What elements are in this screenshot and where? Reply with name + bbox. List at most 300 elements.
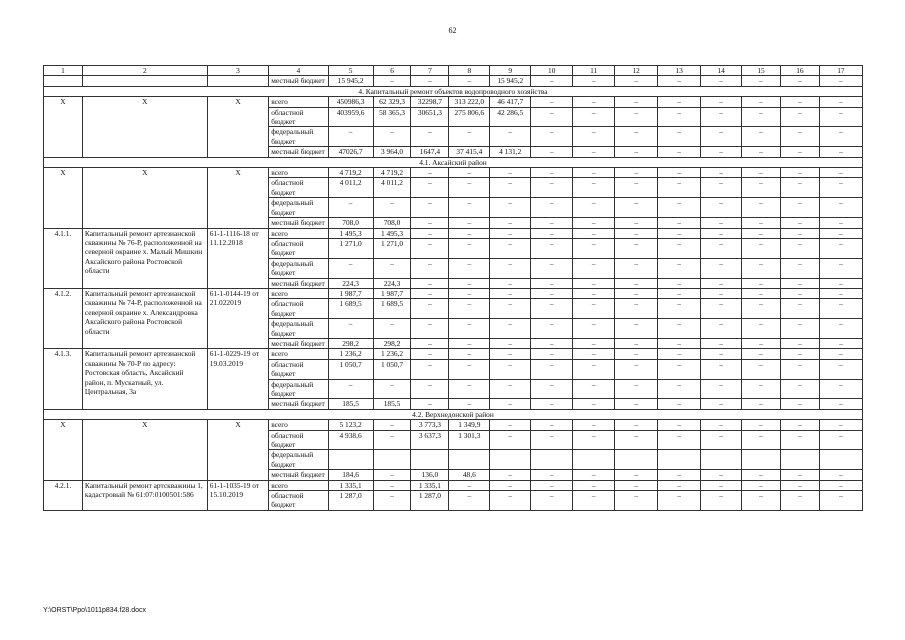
column-number-header: 17 — [819, 66, 862, 76]
amount-cell: – — [490, 379, 531, 399]
amount-cell — [328, 450, 373, 470]
amount-cell: 1 987,7 — [328, 288, 373, 298]
amount-cell: – — [449, 480, 490, 490]
amount-cell: – — [573, 299, 615, 319]
amount-cell: – — [742, 76, 781, 86]
amount-cell: – — [658, 480, 701, 490]
amount-cell: 15 945,2 — [328, 76, 373, 86]
amount-cell: – — [490, 218, 531, 228]
item-name-cell: Капитальный ремонт артезианской скважины № 76-Р, расположенной на северной окраине х. Малый Мишкин Аксайского района Ростовской области — [82, 228, 207, 288]
amount-cell: – — [615, 168, 658, 178]
table-row — [44, 97, 863, 107]
amount-cell: – — [573, 258, 615, 278]
funding-source-cell: областной бюджет — [269, 178, 328, 198]
item-name-cell: Капитальный ремонт артезианской скважины № 74-Р, расположенной на северной окраине х. Александровка Аксайского района Ростовской области — [82, 288, 207, 348]
funding-source-cell: всего — [269, 288, 328, 298]
amount-cell: – — [531, 338, 573, 348]
funding-source-cell: местный бюджет — [269, 278, 328, 288]
amount-cell — [658, 450, 701, 470]
amount-cell: – — [658, 319, 701, 339]
amount-cell: – — [328, 319, 373, 339]
funding-source-cell: федеральный бюджет — [269, 450, 328, 470]
amount-cell: – — [701, 218, 742, 228]
amount-cell: – — [373, 379, 411, 399]
amount-cell: 15 945,2 — [490, 76, 531, 86]
amount-cell: – — [490, 420, 531, 430]
amount-cell: – — [531, 480, 573, 490]
amount-cell: – — [819, 379, 862, 399]
amount-cell: – — [658, 258, 701, 278]
amount-cell: – — [701, 228, 742, 238]
amount-cell: – — [449, 319, 490, 339]
column-number-header: 9 — [490, 66, 531, 76]
amount-cell: 185,5 — [328, 399, 373, 409]
amount-cell: – — [531, 359, 573, 379]
amount-cell: – — [819, 399, 862, 409]
amount-cell: – — [449, 349, 490, 359]
amount-cell: – — [701, 379, 742, 399]
amount-cell: – — [701, 480, 742, 490]
table-header-row — [44, 66, 863, 76]
amount-cell: – — [615, 379, 658, 399]
amount-cell: 184,6 — [328, 470, 373, 480]
amount-cell: – — [531, 491, 573, 511]
amount-cell: – — [615, 491, 658, 511]
amount-cell: – — [658, 178, 701, 198]
funding-source-cell: местный бюджет — [269, 147, 328, 157]
column-number-header: 13 — [658, 66, 701, 76]
amount-cell: – — [742, 168, 781, 178]
amount-cell: – — [490, 338, 531, 348]
amount-cell: – — [531, 228, 573, 238]
column-number-header: 12 — [615, 66, 658, 76]
amount-cell: 1 689,5 — [328, 299, 373, 319]
funding-source-cell: областной бюджет — [269, 107, 328, 127]
amount-cell: 1 287,0 — [328, 491, 373, 511]
amount-cell: – — [411, 399, 449, 409]
amount-cell: – — [819, 299, 862, 319]
amount-cell: – — [449, 218, 490, 228]
amount-cell: – — [615, 147, 658, 157]
funding-source-cell: местный бюджет — [269, 470, 328, 480]
amount-cell: – — [449, 379, 490, 399]
item-name-cell: X — [82, 97, 207, 157]
amount-cell: 1 987,7 — [373, 288, 411, 298]
amount-cell: 48,6 — [449, 470, 490, 480]
amount-cell: – — [819, 359, 862, 379]
amount-cell: – — [373, 491, 411, 511]
amount-cell: 708,0 — [328, 218, 373, 228]
amount-cell: – — [701, 198, 742, 218]
amount-cell: – — [490, 198, 531, 218]
amount-cell: – — [615, 228, 658, 238]
amount-cell: – — [573, 228, 615, 238]
amount-cell: 136,0 — [411, 470, 449, 480]
amount-cell: – — [658, 168, 701, 178]
amount-cell: 1 050,7 — [373, 359, 411, 379]
amount-cell: – — [701, 349, 742, 359]
amount-cell: – — [780, 238, 819, 258]
amount-cell: – — [531, 147, 573, 157]
amount-cell: – — [490, 258, 531, 278]
amount-cell: – — [780, 228, 819, 238]
amount-cell: – — [701, 399, 742, 409]
table-row — [44, 480, 863, 490]
amount-cell: 3 964,0 — [373, 147, 411, 157]
amount-cell: 1 271,0 — [373, 238, 411, 258]
amount-cell: – — [373, 470, 411, 480]
amount-cell: – — [531, 258, 573, 278]
amount-cell: – — [411, 228, 449, 238]
amount-cell: – — [819, 147, 862, 157]
column-number-header: 4 — [269, 66, 328, 76]
amount-cell: – — [328, 198, 373, 218]
amount-cell — [449, 450, 490, 470]
amount-cell: – — [573, 379, 615, 399]
item-name-cell — [82, 76, 207, 86]
amount-cell: – — [531, 278, 573, 288]
amount-cell: 3 637,3 — [411, 430, 449, 450]
amount-cell: 298,2 — [328, 338, 373, 348]
funding-source-cell: всего — [269, 168, 328, 178]
amount-cell: – — [531, 127, 573, 147]
document-cell: 61-1-1116-18 от 11.12.2018 — [207, 228, 268, 288]
amount-cell — [819, 450, 862, 470]
budget-table — [43, 65, 863, 511]
amount-cell: – — [701, 168, 742, 178]
amount-cell: – — [701, 258, 742, 278]
amount-cell: 1 335,1 — [411, 480, 449, 490]
amount-cell: – — [701, 491, 742, 511]
amount-cell: – — [449, 238, 490, 258]
column-number-header: 11 — [573, 66, 615, 76]
item-name-cell: Капитальный ремонт артезианской скважины № 70-Р по адресу: Ростовская область, Аксайский район, п. Мускатный, ул. Центральная, 3а — [82, 349, 207, 409]
amount-cell: – — [490, 238, 531, 258]
amount-cell — [373, 450, 411, 470]
item-number-cell: X — [44, 97, 83, 157]
amount-cell: – — [819, 349, 862, 359]
amount-cell: – — [449, 491, 490, 511]
item-number-cell — [44, 76, 83, 86]
amount-cell: – — [701, 338, 742, 348]
amount-cell: – — [490, 480, 531, 490]
amount-cell: – — [819, 168, 862, 178]
item-name-cell: X — [82, 420, 207, 480]
item-number-cell: 4.1.2. — [44, 288, 83, 348]
amount-cell: – — [449, 278, 490, 288]
amount-cell: – — [780, 491, 819, 511]
amount-cell: – — [819, 319, 862, 339]
amount-cell: – — [615, 107, 658, 127]
amount-cell: 1 689,5 — [373, 299, 411, 319]
amount-cell — [573, 450, 615, 470]
document-cell: 61-1-0229-19 от 19.03.2019 — [207, 349, 268, 409]
amount-cell: – — [411, 127, 449, 147]
column-number-header: 7 — [411, 66, 449, 76]
amount-cell: – — [615, 299, 658, 319]
amount-cell: – — [328, 127, 373, 147]
amount-cell: – — [573, 278, 615, 288]
amount-cell — [490, 450, 531, 470]
document-cell: X — [207, 97, 268, 157]
column-number-header: 2 — [82, 66, 207, 76]
column-number-header: 15 — [742, 66, 781, 76]
amount-cell: – — [658, 491, 701, 511]
amount-cell: 42 286,5 — [490, 107, 531, 127]
amount-cell: – — [573, 97, 615, 107]
amount-cell: 3 773,3 — [411, 420, 449, 430]
amount-cell: – — [411, 349, 449, 359]
column-number-header: 10 — [531, 66, 573, 76]
amount-cell — [742, 450, 781, 470]
amount-cell: – — [615, 278, 658, 288]
amount-cell: 32298,7 — [411, 97, 449, 107]
amount-cell: – — [615, 218, 658, 228]
amount-cell: – — [615, 238, 658, 258]
funding-source-cell: всего — [269, 420, 328, 430]
amount-cell: – — [615, 288, 658, 298]
amount-cell: – — [780, 379, 819, 399]
amount-cell: – — [490, 168, 531, 178]
item-number-cell: X — [44, 168, 83, 228]
amount-cell: – — [742, 258, 781, 278]
amount-cell: 1 349,9 — [449, 420, 490, 430]
amount-cell: – — [490, 228, 531, 238]
document-cell: X — [207, 168, 268, 228]
amount-cell: – — [490, 319, 531, 339]
amount-cell: – — [411, 319, 449, 339]
amount-cell: – — [531, 218, 573, 228]
amount-cell: – — [742, 288, 781, 298]
column-number-header: 3 — [207, 66, 268, 76]
item-name-cell: X — [82, 168, 207, 228]
amount-cell: 185,5 — [373, 399, 411, 409]
amount-cell: 450986,3 — [328, 97, 373, 107]
amount-cell: – — [573, 420, 615, 430]
table-row — [44, 228, 863, 238]
amount-cell: – — [819, 338, 862, 348]
amount-cell: – — [742, 480, 781, 490]
amount-cell: – — [701, 278, 742, 288]
amount-cell: – — [780, 168, 819, 178]
funding-source-cell: местный бюджет — [269, 218, 328, 228]
amount-cell: – — [819, 178, 862, 198]
page-number: 62 — [448, 26, 457, 35]
amount-cell: – — [490, 491, 531, 511]
amount-cell: – — [449, 198, 490, 218]
amount-cell: – — [742, 299, 781, 319]
amount-cell: – — [780, 319, 819, 339]
amount-cell: – — [573, 430, 615, 450]
amount-cell: – — [615, 258, 658, 278]
amount-cell: 4 011,2 — [328, 178, 373, 198]
amount-cell: – — [615, 480, 658, 490]
amount-cell: – — [411, 198, 449, 218]
amount-cell: – — [819, 97, 862, 107]
amount-cell: – — [701, 76, 742, 86]
amount-cell: – — [658, 338, 701, 348]
amount-cell: – — [615, 430, 658, 450]
amount-cell: – — [531, 107, 573, 127]
amount-cell: – — [490, 349, 531, 359]
amount-cell: – — [819, 238, 862, 258]
funding-source-cell: федеральный бюджет — [269, 198, 328, 218]
amount-cell: – — [780, 258, 819, 278]
amount-cell: – — [373, 420, 411, 430]
amount-cell: – — [742, 238, 781, 258]
amount-cell: – — [490, 399, 531, 409]
amount-cell: – — [573, 127, 615, 147]
amount-cell: – — [531, 470, 573, 480]
amount-cell: 1 236,2 — [328, 349, 373, 359]
amount-cell: – — [780, 359, 819, 379]
table-row — [44, 349, 863, 359]
amount-cell: – — [658, 349, 701, 359]
amount-cell: – — [742, 319, 781, 339]
funding-source-cell: областной бюджет — [269, 299, 328, 319]
amount-cell: – — [742, 178, 781, 198]
amount-cell: 1 301,3 — [449, 430, 490, 450]
amount-cell: – — [328, 379, 373, 399]
amount-cell: – — [328, 258, 373, 278]
amount-cell: 47026,7 — [328, 147, 373, 157]
amount-cell: – — [780, 420, 819, 430]
amount-cell: – — [490, 359, 531, 379]
amount-cell: – — [658, 127, 701, 147]
amount-cell: – — [411, 379, 449, 399]
amount-cell: – — [701, 299, 742, 319]
amount-cell: – — [531, 168, 573, 178]
amount-cell: – — [615, 359, 658, 379]
funding-source-cell: местный бюджет — [269, 76, 328, 86]
amount-cell: – — [819, 218, 862, 228]
funding-source-cell: областной бюджет — [269, 491, 328, 511]
funding-source-cell: местный бюджет — [269, 399, 328, 409]
amount-cell: – — [780, 338, 819, 348]
funding-source-cell: всего — [269, 349, 328, 359]
amount-cell: – — [658, 430, 701, 450]
amount-cell: – — [490, 470, 531, 480]
funding-source-cell: местный бюджет — [269, 338, 328, 348]
item-name-cell: Капитальный ремонт артскважины 1, кадастровый № 61:07:0100501:586 — [82, 480, 207, 510]
amount-cell: – — [615, 319, 658, 339]
amount-cell: – — [701, 97, 742, 107]
amount-cell: – — [658, 399, 701, 409]
amount-cell: – — [531, 198, 573, 218]
funding-source-cell: всего — [269, 228, 328, 238]
amount-cell: – — [819, 491, 862, 511]
amount-cell: – — [411, 218, 449, 228]
amount-cell: – — [411, 168, 449, 178]
amount-cell: – — [742, 198, 781, 218]
document-cell: 61-1-0144-19 от 21.022019 — [207, 288, 268, 348]
amount-cell: 4 719,2 — [328, 168, 373, 178]
document-cell: 61-1-1035-19 от 15.10.2019 — [207, 480, 268, 510]
amount-cell: – — [780, 470, 819, 480]
amount-cell: – — [490, 278, 531, 288]
amount-cell: – — [449, 338, 490, 348]
amount-cell: – — [449, 228, 490, 238]
amount-cell: – — [701, 127, 742, 147]
amount-cell: – — [742, 127, 781, 147]
amount-cell: – — [742, 278, 781, 288]
amount-cell: – — [658, 228, 701, 238]
column-number-header: 16 — [780, 66, 819, 76]
column-number-header: 14 — [701, 66, 742, 76]
amount-cell: – — [411, 338, 449, 348]
amount-cell: – — [615, 420, 658, 430]
amount-cell — [411, 450, 449, 470]
amount-cell: – — [531, 299, 573, 319]
amount-cell: 58 365,3 — [373, 107, 411, 127]
amount-cell: – — [780, 278, 819, 288]
funding-source-cell: областной бюджет — [269, 238, 328, 258]
amount-cell: – — [615, 127, 658, 147]
amount-cell: 1 287,0 — [411, 491, 449, 511]
amount-cell: – — [742, 228, 781, 238]
amount-cell: 403959,6 — [328, 107, 373, 127]
amount-cell: – — [531, 399, 573, 409]
amount-cell: – — [819, 430, 862, 450]
amount-cell: – — [780, 399, 819, 409]
amount-cell: – — [411, 299, 449, 319]
amount-cell: – — [701, 288, 742, 298]
amount-cell: – — [531, 430, 573, 450]
amount-cell: – — [373, 127, 411, 147]
amount-cell: – — [819, 107, 862, 127]
amount-cell: – — [573, 349, 615, 359]
amount-cell: – — [531, 319, 573, 339]
amount-cell: – — [573, 288, 615, 298]
amount-cell: – — [742, 470, 781, 480]
amount-cell: 313 222,0 — [449, 97, 490, 107]
amount-cell: – — [819, 420, 862, 430]
amount-cell: 275 806,6 — [449, 107, 490, 127]
amount-cell: – — [373, 319, 411, 339]
section-title: 4.1. Аксайский район — [44, 157, 863, 167]
amount-cell: – — [742, 349, 781, 359]
amount-cell: – — [411, 238, 449, 258]
amount-cell: – — [819, 480, 862, 490]
amount-cell: 1647,4 — [411, 147, 449, 157]
item-number-cell: 4.1.3. — [44, 349, 83, 409]
amount-cell: – — [615, 349, 658, 359]
amount-cell: 37 415,4 — [449, 147, 490, 157]
item-number-cell: X — [44, 420, 83, 480]
amount-cell: – — [780, 480, 819, 490]
amount-cell: 1 335,1 — [328, 480, 373, 490]
file-path-footer: Y:\ORST\Ppo\1011p834.f28.docx — [43, 607, 146, 614]
amount-cell: – — [658, 218, 701, 228]
column-number-header: 8 — [449, 66, 490, 76]
amount-cell: – — [411, 359, 449, 379]
amount-cell: – — [780, 127, 819, 147]
amount-cell: – — [701, 107, 742, 127]
amount-cell: – — [780, 178, 819, 198]
amount-cell: 298,2 — [373, 338, 411, 348]
amount-cell: – — [742, 491, 781, 511]
amount-cell: – — [373, 480, 411, 490]
amount-cell: – — [658, 288, 701, 298]
funding-source-cell: федеральный бюджет — [269, 379, 328, 399]
amount-cell: – — [449, 288, 490, 298]
amount-cell: – — [490, 430, 531, 450]
funding-source-cell: федеральный бюджет — [269, 258, 328, 278]
amount-cell: – — [573, 238, 615, 258]
amount-cell: – — [615, 338, 658, 348]
amount-cell: – — [780, 218, 819, 228]
amount-cell: – — [615, 470, 658, 480]
